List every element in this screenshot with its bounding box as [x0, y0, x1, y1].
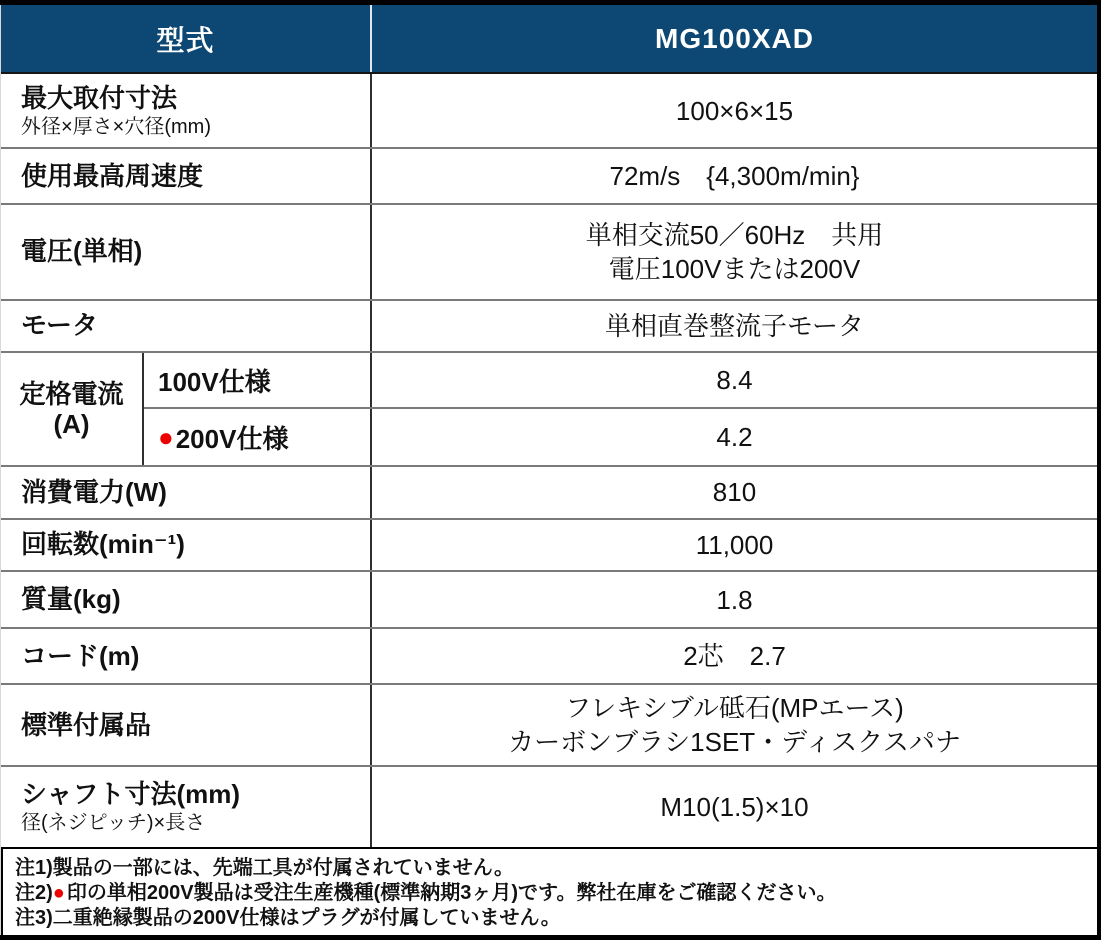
subrow-value: 8.4	[716, 364, 753, 395]
notes-section	[1, 849, 1097, 935]
rated-current-subrows	[144, 353, 1097, 465]
row-label: モータ	[21, 310, 98, 341]
row-shaft-size	[1, 767, 1097, 849]
row-label-cell	[1, 467, 372, 518]
row-value-cell	[372, 629, 1097, 684]
row-value: 810	[712, 477, 757, 508]
row-value: 単相直巻整流子モータ	[605, 310, 864, 341]
row-label-cell	[1, 205, 372, 298]
row-value-cell	[372, 467, 1097, 518]
rated-current-label-cell	[1, 353, 144, 465]
row-label-cell	[1, 629, 372, 684]
row-label: 電圧(単相)	[21, 236, 143, 267]
row-label-cell	[1, 149, 372, 204]
row-cord	[1, 629, 1097, 686]
model-header-value: MG100XAD	[655, 22, 814, 54]
subrow-value-cell	[372, 409, 1097, 465]
note2-prefix: 注2)	[15, 881, 53, 904]
row-value: 11,000	[695, 529, 774, 560]
red-dot-marker: ●	[52, 881, 65, 904]
subrow-value: 4.2	[716, 421, 753, 452]
row-label: 標準付属品	[21, 709, 152, 740]
row-value-line1: フレキシブル砥石(MPエース)	[565, 693, 904, 723]
row-value-cell	[372, 74, 1097, 146]
bottom-border-bar	[0, 935, 1101, 940]
subrow-200v	[144, 409, 1097, 465]
note2-text: 印の単相200V製品は受注生産機種(標準納期3ヶ月)です。弊社在庫をご確認ください。	[66, 881, 837, 904]
row-label: 使用最高周速度	[21, 160, 204, 191]
red-dot-marker: ●	[158, 421, 174, 452]
row-rated-current	[1, 353, 1097, 467]
subrow-label: 200V仕様	[175, 423, 289, 454]
header-row	[1, 5, 1097, 74]
row-label: 消費電力(W)	[21, 476, 167, 507]
row-max-speed	[1, 149, 1097, 206]
rated-current-label-line1: 定格電流	[19, 379, 124, 410]
row-value-line2: 電圧100Vまたは200V	[608, 253, 861, 284]
row-value: 100×6×15	[675, 95, 794, 126]
row-value-cell	[372, 520, 1097, 571]
note-line-3: 注3)二重絶縁製品の200V仕様はプラグが付属していません。	[15, 906, 561, 929]
row-sublabel: 外径×厚さ×穴径(mm)	[21, 115, 211, 138]
row-value-cell	[372, 572, 1097, 627]
subrow-100v	[144, 353, 1097, 409]
row-value: 2芯 2.7	[683, 641, 786, 672]
spec-table	[0, 5, 1101, 935]
row-value: 1.8	[716, 584, 753, 615]
row-value: M10(1.5)×10	[660, 791, 809, 822]
row-sublabel: 径(ネジピッチ)×長さ	[21, 811, 206, 834]
subrow-label-cell	[144, 409, 372, 465]
row-accessories	[1, 685, 1097, 766]
row-label-cell	[1, 685, 372, 764]
row-motor	[1, 301, 1097, 354]
row-label-cell	[1, 767, 372, 847]
row-value-cell	[372, 685, 1097, 764]
row-value-cell	[372, 205, 1097, 298]
row-label: 最大取付寸法	[21, 82, 178, 113]
row-mounting-size	[1, 74, 1097, 148]
row-label: シャフト寸法(mm)	[21, 778, 241, 809]
row-power-consumption	[1, 467, 1097, 520]
row-value-cell	[372, 767, 1097, 847]
row-weight	[1, 572, 1097, 629]
subrow-value-cell	[372, 353, 1097, 407]
row-label-cell	[1, 520, 372, 571]
row-label: コード(m)	[21, 640, 140, 671]
model-header-label: 型式	[1, 5, 372, 72]
row-value-line1: 単相交流50／60Hz 共用	[585, 219, 884, 250]
row-label-cell	[1, 301, 372, 352]
note-line-1: 注1)製品の一部には、先端工具が付属されていません。	[15, 856, 514, 879]
rated-current-label-line2: (A)	[53, 409, 90, 440]
note-line-2	[15, 881, 1087, 906]
subrow-label: 100V仕様	[158, 366, 271, 397]
row-label-cell	[1, 572, 372, 627]
row-voltage	[1, 205, 1097, 300]
row-value-cell	[372, 301, 1097, 352]
row-label-cell	[1, 74, 372, 146]
row-value: 72m/s {4,300m/min}	[609, 161, 860, 192]
row-rotation-speed	[1, 520, 1097, 573]
row-label: 回転数(min⁻¹)	[21, 529, 185, 560]
row-label: 質量(kg)	[21, 584, 121, 615]
row-value-line2: カーボンブラシ1SET・ディスクスパナ	[508, 727, 961, 757]
row-value-cell	[372, 149, 1097, 204]
subrow-label-cell	[144, 353, 372, 407]
